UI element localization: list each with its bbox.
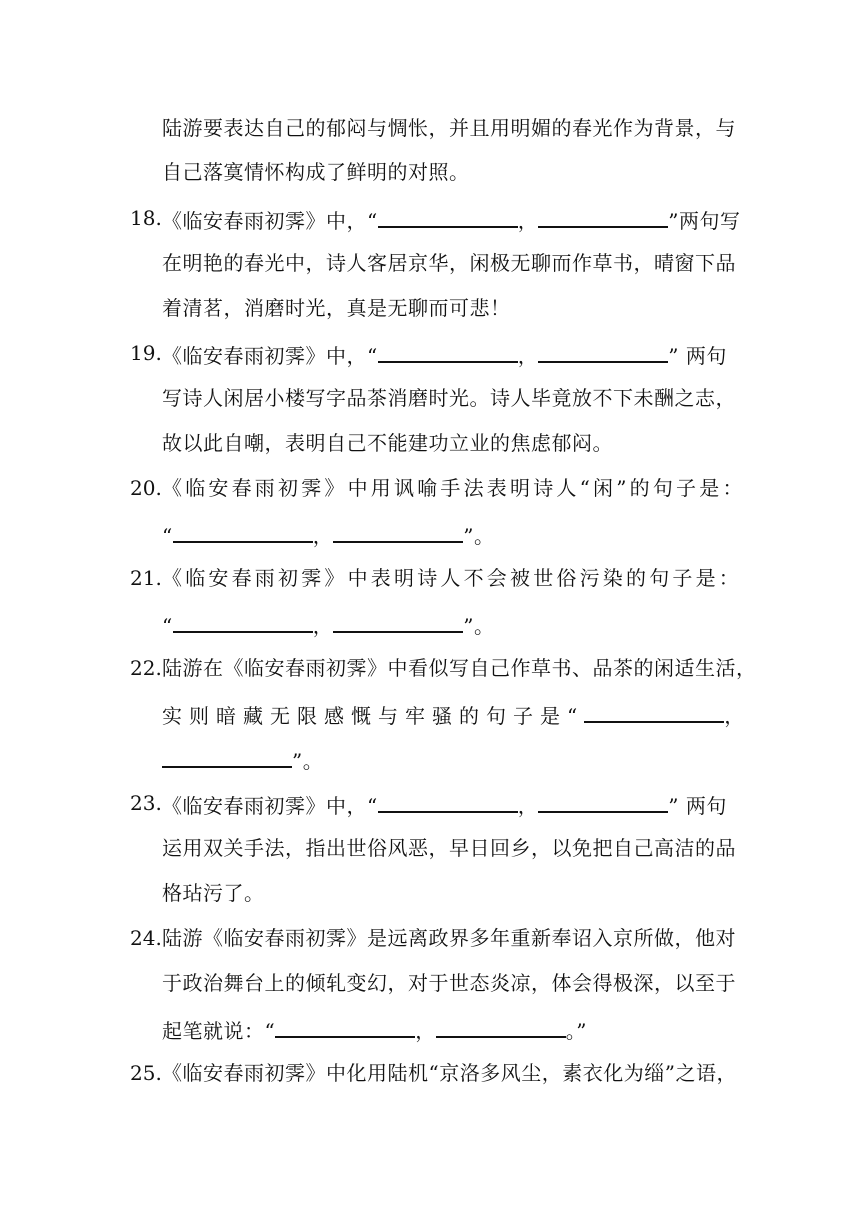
answer-blank[interactable] [538, 341, 668, 363]
quote-open: “ [162, 524, 173, 548]
answer-blank[interactable] [275, 1016, 415, 1038]
separator-text: ， [517, 794, 539, 818]
question-line: 《临安春雨初霁》中用讽喻手法表明诗人“闲”的句子是： [162, 476, 746, 500]
separator-text: ， [517, 344, 539, 368]
question-number: 18. [130, 206, 162, 230]
question-line: 《临安春雨初霁》中化用陆机“京洛多风尘，素衣化为缁”之语， [162, 1061, 737, 1085]
question-number: 22. [130, 656, 162, 680]
question-line: 格玷污了。 [162, 881, 265, 905]
answer-blank[interactable] [333, 611, 463, 633]
quote-close: ”。 [463, 524, 495, 548]
question-line: 运用双关手法，指出世俗风恶，早日回乡，以免把自己高洁的品 [162, 836, 736, 860]
question-line: 在明艳的春光中，诗人客居京华，闲极无聊而作草书，晴窗下品 [162, 251, 736, 275]
answer-blank[interactable] [378, 791, 518, 813]
question-line [162, 611, 494, 638]
question-number: 19. [130, 341, 162, 365]
question-line: 陆游在《临安春雨初霁》中看似写自己作草书、品茶的闲适生活， [162, 656, 757, 680]
question-line [162, 206, 740, 233]
answer-blank[interactable] [538, 791, 668, 813]
answer-blank[interactable] [436, 1016, 566, 1038]
question-line [162, 521, 494, 548]
quote-close: ”。 [292, 749, 324, 773]
question-text: ”两句写 [668, 209, 741, 233]
separator-text: ， [415, 1019, 436, 1043]
question-line [162, 701, 745, 728]
answer-blank[interactable] [162, 746, 292, 768]
quote-open: “ [162, 614, 173, 638]
answer-blank[interactable] [173, 521, 313, 543]
answer-blank[interactable] [173, 611, 313, 633]
question-number: 24. [130, 926, 162, 950]
question-text: 《临安春雨初霁》中，“ [162, 794, 378, 818]
question-text: 实则暗藏无限感慨与牢骚的句子是“ [162, 704, 585, 728]
answer-blank[interactable] [378, 341, 518, 363]
question-text: 《临安春雨初霁》中，“ [162, 209, 378, 233]
question-number: 20. [130, 476, 162, 500]
separator-text: ， [312, 614, 334, 638]
answer-blank[interactable] [538, 206, 668, 228]
question-line [162, 341, 727, 368]
question-line: 《临安春雨初霁》中表明诗人不会被世俗污染的句子是： [162, 566, 742, 590]
question-line [162, 791, 727, 818]
question-number: 23. [130, 791, 162, 815]
separator-text: ， [724, 704, 745, 728]
separator-text: ， [312, 524, 334, 548]
question-line: 写诗人闲居小楼写字品茶消磨时光。诗人毕竟放不下未酬之志， [162, 386, 736, 410]
question-text: ” 两句 [668, 344, 727, 368]
answer-blank[interactable] [333, 521, 463, 543]
quote-close: ”。 [463, 614, 495, 638]
answer-blank[interactable] [378, 206, 518, 228]
question-number: 21. [130, 566, 162, 590]
paragraph-line: 陆游要表达自己的郁闷与惆怅，并且用明媚的春光作为背景，与 [162, 116, 736, 140]
question-line [162, 1016, 587, 1043]
question-text: 起笔就说：“ [162, 1019, 276, 1043]
quote-close: 。” [565, 1019, 587, 1043]
question-text: 《临安春雨初霁》中，“ [162, 344, 378, 368]
question-line: 故以此自嘲，表明自己不能建功立业的焦虑郁闷。 [162, 431, 613, 455]
question-line: 于政治舞台上的倾轧变幻，对于世态炎凉，体会得极深，以至于 [162, 971, 736, 995]
question-text: ” 两句 [668, 794, 727, 818]
question-number: 25. [130, 1061, 162, 1085]
question-line: 着清茗，消磨时光，真是无聊而可悲！ [162, 296, 511, 320]
question-line [162, 746, 323, 773]
question-line: 陆游《临安春雨初霁》是远离政界多年重新奉诏入京所做，他对 [162, 926, 736, 950]
answer-blank[interactable] [584, 701, 724, 723]
separator-text: ， [517, 209, 539, 233]
paragraph-line: 自己落寞情怀构成了鲜明的对照。 [162, 160, 470, 184]
